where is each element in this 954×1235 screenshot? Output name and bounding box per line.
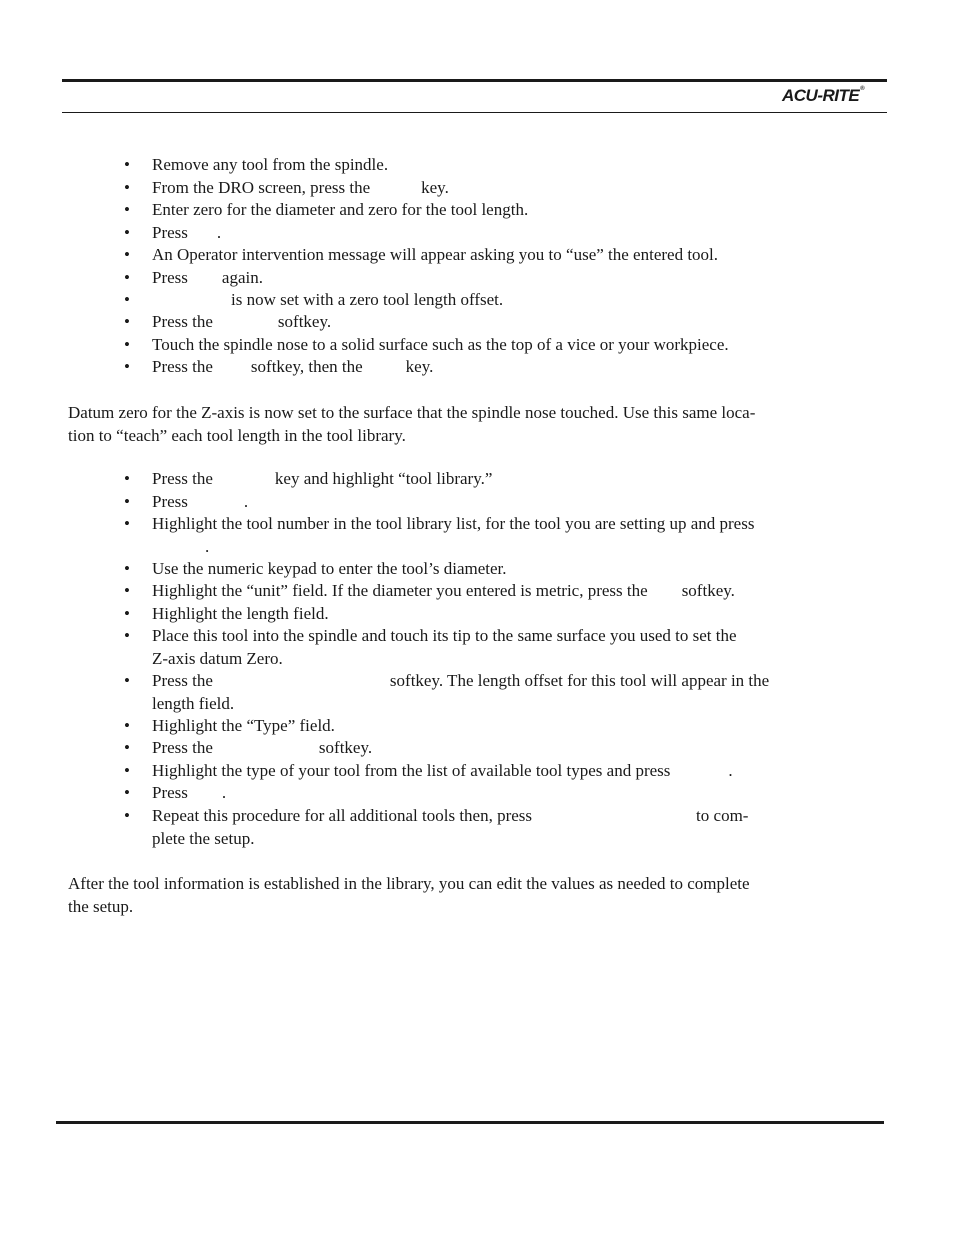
step-text: key and highlight “tool library.” [274,469,493,488]
list-item [124,468,832,491]
step-text: Highlight the tool number in the tool library list, for the tool you are setting up and press [152,514,755,533]
bullet: • [124,514,130,533]
bullet: • [124,738,130,757]
bullet: • [124,268,130,287]
bullet: • [124,783,130,802]
step-text: An Operator intervention message will appear asking you to “use” the entered tool. [152,245,719,264]
list-item [124,670,832,715]
list-item [124,154,832,177]
step-text: Touch the spindle nose to a solid surface such as the top of a vice or your workpiece. [152,335,729,354]
step-text: Press the [152,671,213,690]
step-text: Press the [152,312,213,331]
step-text: Press [152,223,188,242]
step-text-line2 [152,536,832,559]
step-text: Press the [152,738,213,757]
list-item [124,289,832,312]
logo-text: ACU-RITE [782,86,860,105]
paragraph-line: tion to “teach” each tool length in the tool library. [68,426,406,445]
paragraph-line: Datum zero for the Z-axis is now set to the surface that the spindle nose touched. Use this same loca- [68,403,756,422]
step-text: . [216,223,222,242]
footer-rule [56,1121,884,1124]
bullet: • [124,626,130,645]
paragraph-line: After the tool information is established in the library, you can edit the values as needed to complete [68,874,750,893]
step-text: Enter zero for the diameter and zero for the tool length. [152,200,529,219]
step-text: key. [405,357,434,376]
bullet: • [124,290,130,309]
list-item [124,334,832,357]
step-text: Press [152,783,188,802]
step-text: Use the numeric keypad to enter the tool’s diameter. [152,559,507,578]
list-item [124,782,832,805]
step-text-line2: Z-axis datum Zero. [152,648,283,668]
list-item [124,244,832,267]
list-item [124,580,832,603]
step-text: . [243,492,249,511]
step-text-line2: plete the setup. [152,828,255,848]
paragraph-datum-zero [68,401,848,447]
bullet: • [124,492,130,511]
list-item [124,311,832,334]
step-text: Highlight the type of your tool from the list of available tool types and press [152,761,671,780]
bullet: • [124,581,130,600]
acu-rite-logo [782,86,864,106]
bullet: • [124,716,130,735]
step-text: Press the [152,357,213,376]
step-text: softkey. [277,312,332,331]
step-text: From the DRO screen, press the [152,178,371,197]
step-text: Remove any tool from the spindle. [152,155,389,174]
bullet: • [124,357,130,376]
list-item [124,267,832,290]
step-text-line2: length field. [152,693,235,713]
step-text: softkey. [681,581,735,600]
step-text: softkey. [318,738,373,757]
paragraph-after-setup [68,872,848,918]
bullet: • [124,604,130,623]
step-text: to com- [696,806,749,825]
step-text: Place this tool into the spindle and touch its tip to the same surface you used to set the [152,626,737,645]
step-text: Press [152,492,188,511]
bullet: • [124,761,130,780]
step-text: Highlight the “unit” field. If the diameter you entered is metric, press the [152,581,648,600]
step-text: Press the [152,469,213,488]
list-item [124,805,832,850]
list-item [124,558,832,581]
step-text: again. [221,268,263,287]
registered-mark: ® [860,86,865,92]
bullet: • [124,559,130,578]
header-rule-thick [62,79,887,82]
step-text: softkey, then the [250,357,363,376]
list-item [124,199,832,222]
list-item [124,760,832,783]
list-item [124,715,832,738]
header-rule-thin [62,112,887,113]
step-text: Highlight the length field. [152,604,329,623]
step-text: . [205,536,210,556]
list-item [124,513,832,558]
bullet: • [124,806,130,825]
bullet: • [124,200,130,219]
step-text: Highlight the “Type” field. [152,716,335,735]
list-item [124,356,832,379]
list-item [124,625,832,670]
step-text: . [728,761,733,780]
bullet: • [124,223,130,242]
bullet: • [124,155,130,174]
step-text: . [221,783,227,802]
bullet: • [124,671,130,690]
list-item [124,603,832,626]
paragraph-line: the setup. [68,897,134,916]
bullet: • [124,335,130,354]
list-item [124,491,832,514]
bullet: • [124,245,130,264]
bullet: • [124,312,130,331]
step-text: is now set with a zero tool length offset. [231,290,504,309]
list-item [124,222,832,245]
step-text: Repeat this procedure for all additional tools then, press [152,806,533,825]
step-text: key. [421,178,449,197]
step-text: Press [152,268,188,287]
list-item [124,737,832,760]
step-text: softkey. The length offset for this tool will appear in the [389,671,770,690]
bullet: • [124,178,130,197]
bullet: • [124,469,130,488]
list-item [124,177,832,200]
